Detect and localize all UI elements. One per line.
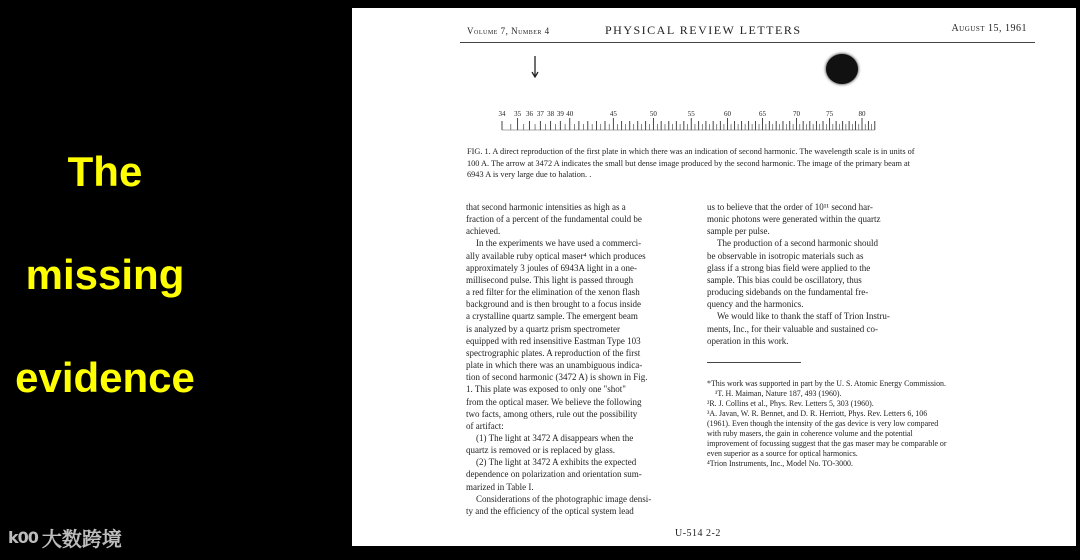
scale-label: 60 (723, 110, 731, 118)
text-line: achieved. (466, 226, 501, 237)
footnote-rule (707, 362, 801, 363)
text-line: is analyzed by a quartz prism spectrometer (466, 323, 620, 334)
text-line: approximately 3 joules of 6943A light in a one- (466, 262, 637, 273)
text-line: equipped with red insensitive Eastman Type 103 (466, 335, 641, 346)
primary-beam-image (826, 54, 858, 84)
paper-header (467, 23, 1027, 43)
text-line: Considerations of the photographic image densi- (476, 493, 652, 504)
scale-label: 55 (687, 110, 695, 118)
watermark (8, 523, 122, 552)
page-number: U-514 2-2 (675, 528, 721, 539)
text-line: millisecond pulse. This light is passed through (466, 274, 634, 285)
text-line: We would like to thank the staff of Trion Instru- (717, 311, 890, 322)
text-line: spectrographic plates. A reproduction of the first (466, 347, 641, 358)
title-line: evidence (15, 354, 195, 401)
title-line: The (67, 148, 143, 195)
text-line: sample. This bias could be oscillatory, thus (707, 274, 862, 285)
text-line: a crystalline quartz sample. The emergent beam (466, 311, 638, 322)
text-line: sample per pulse. (707, 226, 770, 237)
text-line: that second harmonic intensities as high as a (466, 202, 626, 212)
left-column (466, 201, 698, 517)
text-line: two facts, among others, rule out the possibility (466, 408, 638, 419)
text-line: dependence on polarization and orientation sum- (466, 469, 642, 480)
spectrum-figure (352, 48, 1076, 148)
text-line: quency and the harmonics. (707, 299, 804, 310)
text-line: (2) The light at 3472 A exhibits the expected (476, 457, 637, 468)
text-line: of artifact: (466, 420, 504, 431)
scale-label: 36 (526, 110, 534, 118)
text-line: glass if a strong bias field were applied to the (707, 262, 871, 273)
text-line: marized in Table I. (466, 481, 534, 492)
publication-date: August 15, 1961 (951, 23, 1027, 34)
footnote: *This work was supported in part by the U. S. Atomic Energy Commission. (707, 378, 946, 388)
text-line: from the optical maser. We believe the following (466, 396, 642, 407)
text-line: operation in this work. (707, 335, 789, 346)
second-harmonic-arrow-icon (528, 56, 542, 78)
scale-label: 50 (649, 110, 657, 118)
text-line: fraction of a percent of the fundamental could be (466, 214, 642, 225)
journal-title: PHYSICAL REVIEW LETTERS (605, 23, 802, 37)
wavelength-scale (462, 110, 892, 136)
scale-label: 40 (566, 110, 574, 118)
footnote: ¹T. H. Maiman, Nature 187, 493 (1960). (715, 388, 842, 398)
figure-caption: FIG. 1. A direct reproduction of the first plate in which there was an indication of second harmonic. The wavelength scale is in units of 100 A. The arrow at 3472 A indicates the small but dense image produced by the second harmonic. The image of the primary beam at 6943 A is very large due to halation. . (467, 147, 915, 180)
text-line: quartz is removed or is replaced by glass. (466, 445, 615, 456)
footnote: ²R. J. Collins et al., Phys. Rev. Letters 5, 303 (1960). (707, 398, 874, 408)
title-line: missing (25, 251, 185, 298)
scale-label: 35 (514, 110, 522, 118)
scale-label: 65 (758, 110, 766, 118)
watermark-text: 大数跨境 (41, 527, 122, 551)
text-line: monic photons were generated within the quartz (707, 214, 881, 225)
scale-label: 39 (556, 110, 564, 118)
watermark-logo: k00 (8, 528, 38, 547)
text-line: (1) The light at 3472 A disappears when the (476, 432, 634, 443)
scale-label: 38 (547, 110, 555, 118)
footnote: ⁴Trion Instruments, Inc., Model No. TO-3000. (707, 459, 853, 469)
text-line: producing sidebands on the fundamental fre- (707, 287, 869, 298)
scale-label: 45 (609, 110, 617, 118)
slide-title (0, 120, 210, 429)
text-line: plate in which there was an unambiguous indica- (466, 360, 643, 371)
header-rule (460, 42, 1035, 43)
scale-label: 80 (858, 110, 866, 118)
text-line: background and is then brought to a focus inside (466, 299, 641, 310)
text-line: tion of second harmonic (3472 A) is shown in Fig. (466, 372, 648, 383)
text-line: be observable in isotropic materials such as (707, 250, 864, 261)
text-line: In the experiments we have used a commerci- (476, 238, 642, 249)
text-line: ty and the efficiency of the optical system lead (466, 505, 634, 516)
scale-label: 70 (792, 110, 800, 118)
scale-label: 34 (498, 110, 506, 118)
footnotes (707, 379, 949, 469)
paper-page (352, 8, 1076, 546)
text-line: 1. This plate was exposed to only one "shot" (466, 384, 626, 395)
text-line: ments, Inc., for their valuable and sustained co- (707, 323, 878, 334)
scale-label: 37 (536, 110, 544, 118)
footnote: ³A. Javan, W. R. Bennet, and D. R. Herriott, Phys. Rev. Letters 6, 106 (1961). Even though the intensity of the gas device is very low compared with ruby masers, the gain in coherence volume and the potential improvement of focussing suggest that the gas maser may be comparable or even superior as a source for optical harmonics. (707, 409, 947, 459)
right-column (707, 201, 949, 469)
scale-label: 75 (826, 110, 834, 118)
right-column-body (707, 201, 949, 347)
volume-number: Volume 7, Number 4 (467, 26, 550, 36)
text-line: The production of a second harmonic should (717, 238, 878, 249)
text-line: a red filter for the elimination of the xenon flash (466, 287, 640, 298)
text-line: ally available ruby optical maser⁴ which produces (466, 250, 646, 261)
text-line: us to believe that the order of 10¹¹ second har- (707, 202, 873, 212)
